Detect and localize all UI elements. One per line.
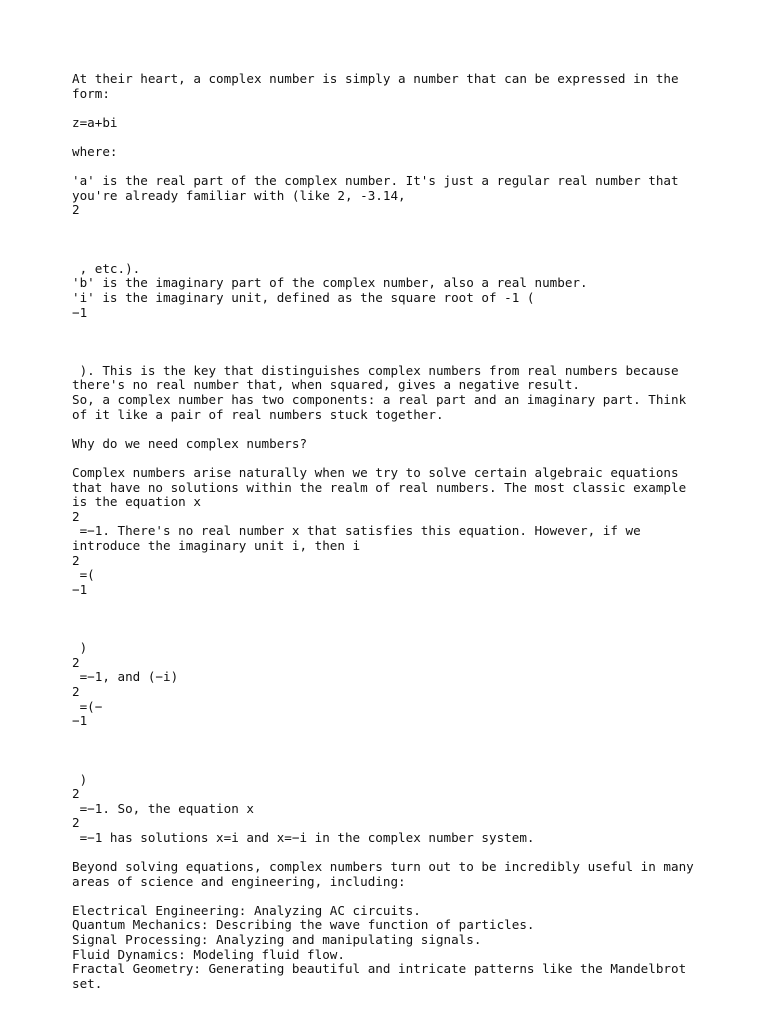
blank-line [72,743,722,758]
text-line: 'b' is the imaginary part of the complex number, also a real number. [72,275,588,291]
text-line: ). This is the key that distinguishes complex numbers from real numbers because [72,362,679,378]
text-line: 'a' is the real part of the complex number. It's just a regular real number that [72,173,679,189]
text-line: Complex numbers arise naturally when we try to solve certain algebraic equations [72,465,679,481]
blank-line [72,233,722,248]
text-line: 2 [72,683,80,699]
text-line: of it like a pair of real numbers stuck together. [72,406,444,422]
text-line: Fractal Geometry: Generating beautiful and intricate patterns like the Mandelbrot [72,961,687,977]
text-line: where: [72,143,118,159]
blank-line [72,160,722,175]
text-line: you're already familiar with (like 2, -3.14, [72,187,406,203]
text-line: areas of science and engineering, including: [72,873,406,889]
blank-line [72,889,722,904]
text-line: 2 [72,786,80,802]
blank-line [72,729,722,744]
text-line: form: [72,85,110,101]
text-line: 2 [72,552,80,568]
blank-line [72,101,722,116]
blank-line [72,758,722,773]
document-body [72,72,722,991]
blank-line [72,612,722,627]
blank-line [72,349,722,364]
text-line: Fluid Dynamics: Modeling fluid flow. [72,946,345,962]
blank-line [72,320,722,335]
text-line: Electrical Engineering: Analyzing AC circuits. [72,902,421,918]
blank-line [72,218,722,233]
text-line: =−1 has solutions x=i and x=−i in the complex number system. [72,829,535,845]
text-line: ) [72,771,88,787]
text-line: Signal Processing: Analyzing and manipulating signals. [72,932,482,948]
blank-line [72,627,722,642]
text-line: So, a complex number has two components: a real part and an imaginary part. Think [72,392,687,408]
text-line: 2 [72,654,80,670]
text-line: −1 [72,304,88,320]
text-line: −1 [72,713,88,729]
text-line: is the equation x [72,494,201,510]
text-line: Quantum Mechanics: Describing the wave function of particles. [72,917,535,933]
text-line: there's no real number that, when squared, gives a negative result. [72,377,580,393]
text-line: z=a+bi [72,114,118,130]
blank-line [72,451,722,466]
text-line: 'i' is the imaginary unit, defined as the square root of -1 ( [72,289,535,305]
text-line: 2 [72,202,80,218]
text-line: introduce the imaginary unit i, then i [72,538,361,553]
text-line: At their heart, a complex number is simply a number that can be expressed in the [72,71,679,86]
text-line: Why do we need complex numbers? [72,435,308,451]
blank-line [72,422,722,437]
text-line: =( [72,567,95,583]
blank-line [72,845,722,860]
text-line: =−1. There's no real number x that satisfies this equation. However, if we [72,523,641,539]
text-line: , etc.). [72,260,141,276]
text-line: that have no solutions within the realm of real numbers. The most classic example [72,479,687,495]
text-line: ) [72,640,88,656]
text-line: 2 [72,508,80,524]
text-line: Beyond solving equations, complex numbers turn out to be incredibly useful in many [72,859,694,875]
blank-line [72,335,722,350]
text-line: =−1. So, the equation x [72,800,254,816]
text-line: 2 [72,815,80,831]
text-line: =(− [72,698,103,714]
text-line: −1 [72,581,88,597]
text-line: set. [72,975,103,991]
blank-line [72,597,722,612]
blank-line [72,130,722,145]
blank-line [72,247,722,262]
text-line: =−1, and (−i) [72,669,179,685]
